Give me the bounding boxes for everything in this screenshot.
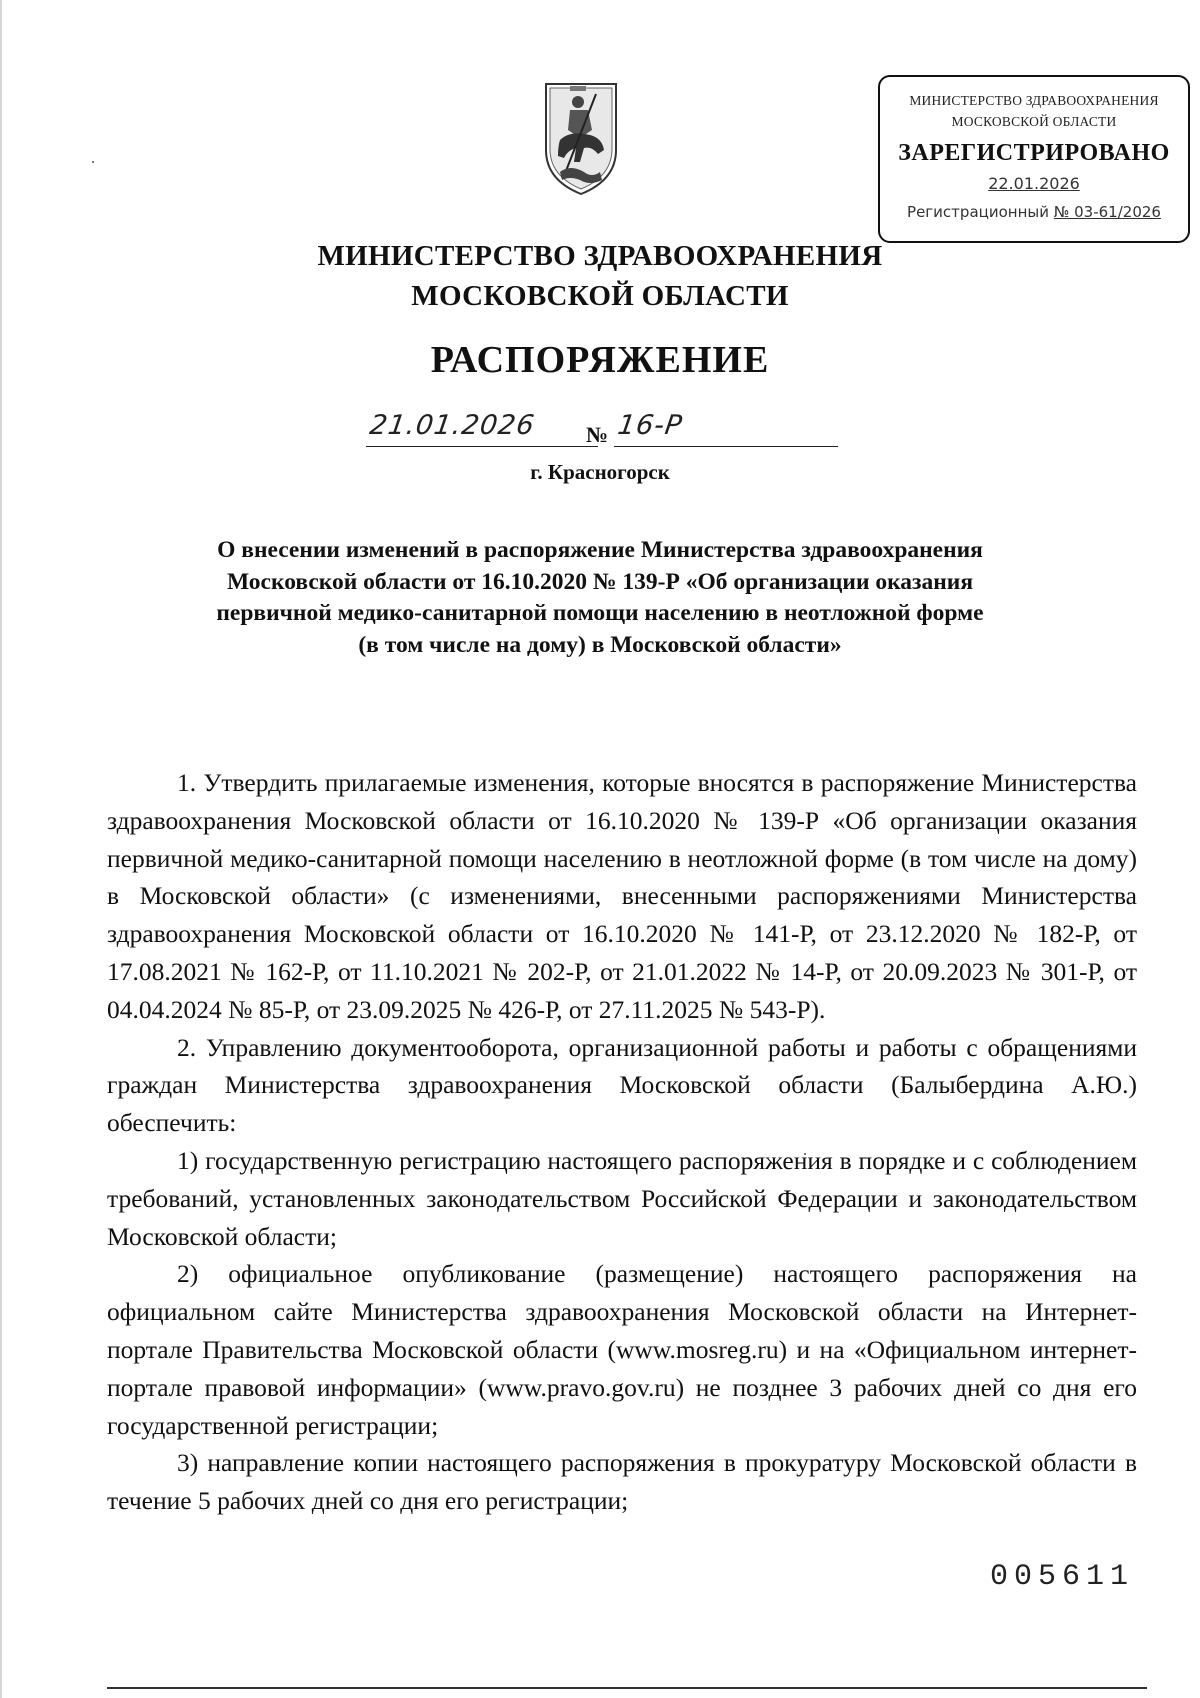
paragraph-2-item-1: 1) государственную регистрацию настоящего распоряжения в порядке и с соблюдением требований, установленных законодательством Российской Федерации и законодательством Московской области;	[107, 1145, 1137, 1251]
stamp-registration-number	[880, 203, 1188, 221]
registration-stamp	[878, 75, 1190, 243]
paragraph-1: 1. Утвердить прилагаемые изменения, которые вносятся в распоряжение Министерства здравоохранения Московской области от 16.10.2020 № 139-Р «Об организации оказания первичной медико-санитарной помощи населению в неотложной форме (в том числе на дому) в Московской области» (с изменениями, внесенными распоряжениями Министерства здравоохранения Московской области от 16.10.2020 № 141-Р, от 23.12.2020 № 182-Р, от 17.08.2021 № 162-Р, от 11.10.2021 № 202-Р, от 21.01.2022 № 14-Р, от 20.09.2023 № 301-Р, от 04.04.2024 № 85-Р, от 23.09.2025 № 426-Р, от 27.11.2025 № 543-Р).	[107, 768, 1137, 1024]
serial-number: 005611	[990, 1560, 1135, 1594]
stamp-date: 22.01.2026	[988, 174, 1080, 193]
paragraph-2: 2. Управлению документооборота, организационной работы и работы с обращениями граждан Министерства здравоохранения Московской области (Балыбердина А.Ю.) обеспечить:	[107, 1032, 1137, 1138]
title-line2: Московской области от 16.10.2020 № 139-Р «Об организации оказания	[226, 568, 974, 595]
stamp-org-line2: МОСКОВСКОЙ ОБЛАСТИ	[951, 114, 1117, 129]
city: г. Красногорск	[530, 460, 670, 484]
number-sign: №	[586, 422, 609, 447]
title-line4: (в том числе на дому) в Московской области»	[358, 631, 842, 658]
document-title	[140, 535, 1060, 661]
ministry-line1: МИНИСТЕРСТВО ЗДРАВООХРАНЕНИЯ	[317, 240, 883, 272]
date-underline	[366, 446, 598, 447]
handwritten-date: 21.01.2026	[367, 410, 537, 441]
title-line1: О внесении изменений в распоряжение Министерства здравоохранения	[217, 537, 983, 563]
ministry-line2: МОСКОВСКОЙ ОБЛАСТИ	[411, 280, 789, 312]
document-type: РАСПОРЯЖЕНИЕ	[430, 339, 770, 381]
ministry-name	[250, 236, 950, 316]
stamp-reg-number: № 03-61/2026	[1053, 203, 1161, 221]
stamp-reg-label: Регистрационный	[907, 203, 1049, 221]
footer-rule	[107, 1687, 1147, 1689]
paragraph-2-item-3: 3) направление копии настоящего распоряжения в прокуратуру Московской области в течение 5 рабочих дней со дня его регистрации;	[107, 1448, 1137, 1516]
stamp-status: ЗАРЕГИСТРИРОВАНО	[898, 140, 1170, 166]
number-underline	[614, 446, 838, 447]
scan-edge	[0, 0, 2, 1698]
coat-of-arms-icon	[540, 80, 622, 198]
stamp-org-line1: МИНИСТЕРСТВО ЗДРАВООХРАНЕНИЯ	[909, 93, 1159, 108]
title-line3: первичной медико-санитарной помощи населению в неотложной форме	[216, 600, 984, 626]
document-body	[107, 764, 1137, 1520]
handwritten-number: 16-Р	[615, 410, 685, 441]
scan-speck	[92, 161, 94, 163]
stamp-organization	[880, 89, 1188, 134]
paragraph-2-item-2: 2) официальное опубликование (размещение) настоящего распоряжения на официальном сайте Министерства здравоохранения Московской области на Интернет-портале Правительства Московской области (www.mosreg.ru) и на «Официальном интернет-портале правовой информации» (www.pravo.gov.ru) не позднее 3 рабочих дней со дня его государственной регистрации;	[107, 1259, 1137, 1440]
